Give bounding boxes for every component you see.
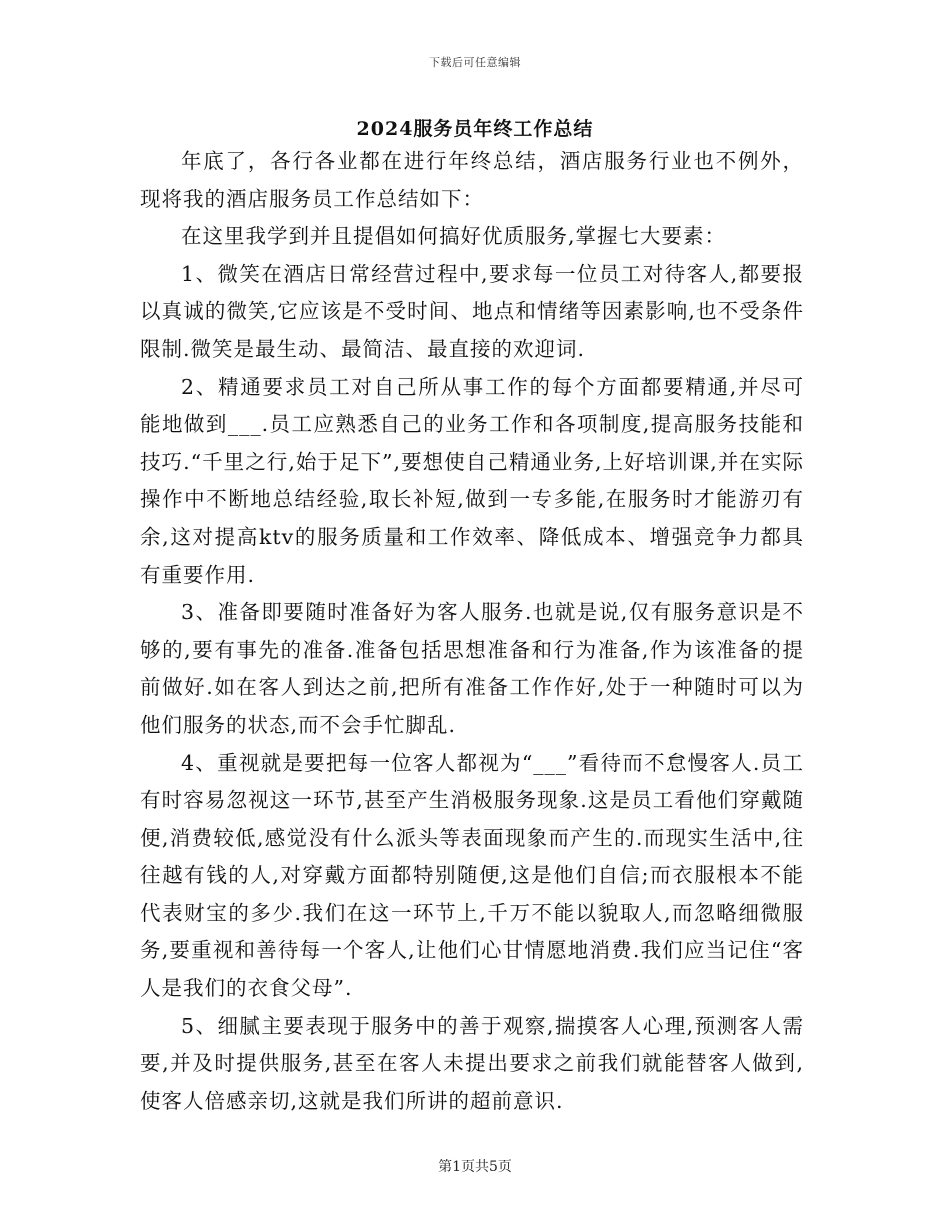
paragraph-elements-intro: 在这里我学到并且提倡如何搞好优质服务,掌握七大要素： — [181, 224, 727, 249]
paragraph-meticulous: 5、细腻主要表现于服务中的善于观察,揣摸客人心理,预测客人需要,并及时提供服务,甚至在客人未提出要求之前我们就能替客人做到,使客人倍感亲切,这就是我们所讲的超前意识. — [140, 1013, 804, 1113]
header-note: 下载后可任意编辑 — [429, 56, 521, 69]
paragraph-proficiency: 2、精通要求员工对自己所从事工作的每个方面都要精通,并尽可能地做到___.员工应熟悉自己的业务工作和各项制度,提高服务技能和技巧.“千里之行,始于足下”,要想使自己精通业务,上好培训课,并在实际操作中不断地总结经验,取长补短,做到一专多能,在服务时才能游刃有余,这对提高ktv的服务质量和工作效率、降低成本、增强竞争力都具有重要作用. — [140, 374, 804, 587]
paragraph-intro: 年底了，各行各业都在进行年终总结，酒店服务行业也不例外，现将我的酒店服务员工作总结如下： — [140, 149, 804, 211]
paragraph-preparation: 3、准备即要随时准备好为客人服务.也就是说,仅有服务意识是不够的,要有事先的准备.准备包括思想准备和行为准备,作为该准备的提前做好.如在客人到达之前,把所有准备工作作好,处于一种随时可以为他们服务的状态,而不会手忙脚乱. — [140, 600, 804, 737]
page-number: 第1页共5页 — [438, 1159, 512, 1175]
document-title: 2024服务员年终工作总结 — [356, 118, 594, 140]
document-body — [140, 143, 804, 1120]
paragraph-smile: 1、微笑在酒店日常经营过程中,要求每一位员工对待客人,都要报以真诚的微笑,它应该是不受时间、地点和情绪等因素影响,也不受条件限制.微笑是最生动、最简洁、最直接的欢迎词. — [140, 261, 804, 361]
paragraph-attention: 4、重视就是要把每一位客人都视为“___”看待而不怠慢客人.员工有时容易忽视这一环节,甚至产生消极服务现象.这是员工看他们穿戴随便,消费较低,感觉没有什么派头等表面现象而产生的.而现实生活中,往往越有钱的人,对穿戴方面都特别随便,这是他们自信;而衣服根本不能代表财宝的多少.我们在这一环节上,千万不能以貌取人,而忽略细微服务,要重视和善待每一个客人,让他们心甘情愿地消费.我们应当记住“客人是我们的衣食父母”. — [140, 750, 804, 1001]
